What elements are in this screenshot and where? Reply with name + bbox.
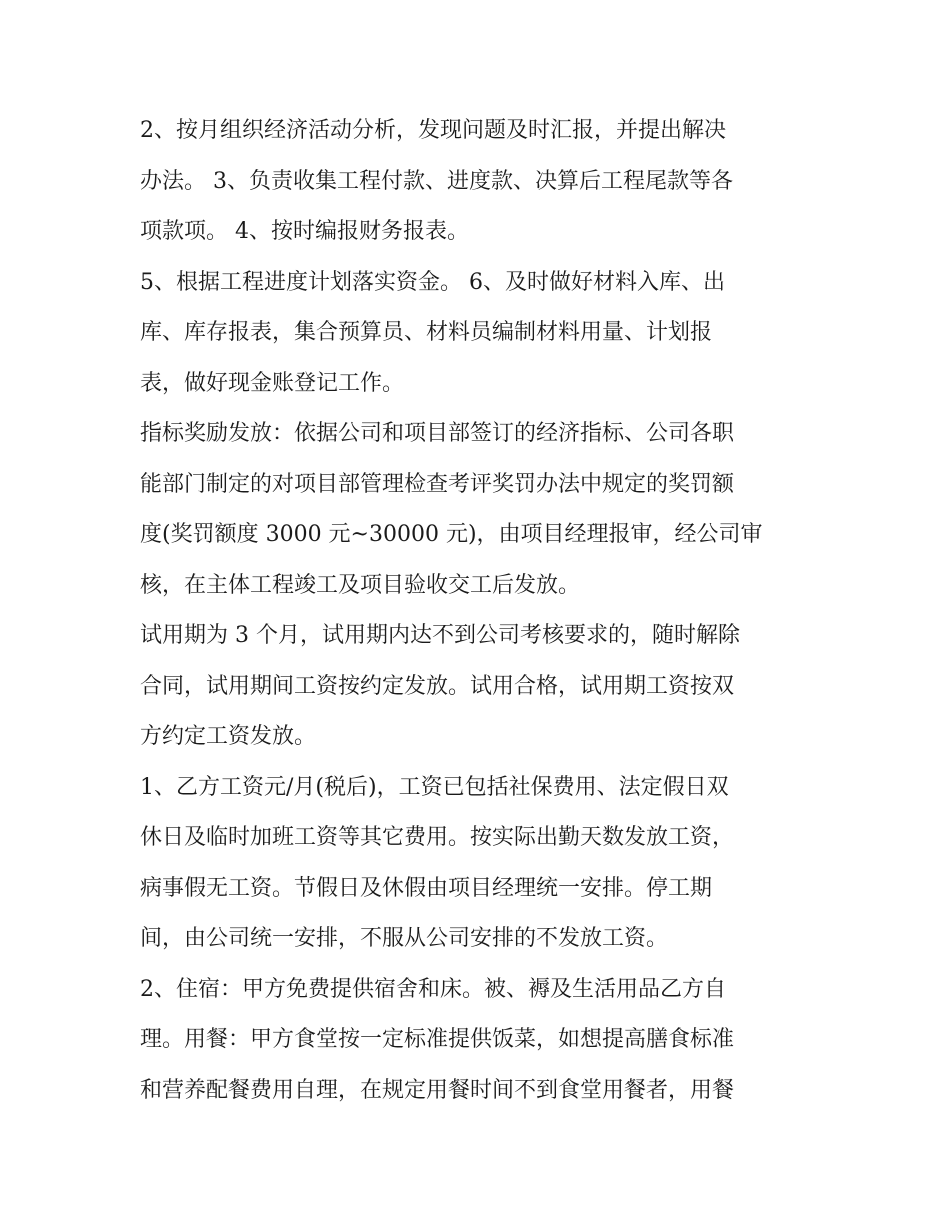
paragraph-finance-duties-2: 5、根据工程进度计划落实资金。 6、及时做好材料入库、出 库、库存报表，集合预算员、材料员编制材料用量、计划报 表，做好现金账登记工作。: [140, 269, 725, 396]
paragraph-accommodation: 2、住宿：甲方免费提供宿舍和床。被、褥及生活用品乙方自 理。用餐：甲方食堂按一定标准提供饭菜，如想提高膳食标准 和营养配餐费用自理，在规定用餐时间不到食堂用餐者，用餐: [140, 976, 735, 1103]
paragraph-finance-duties-1: 2、按月组织经济活动分析，发现问题及时汇报，并提出解决 办法。 3、负责收集工程付款、进度款、决算后工程尾款等各 项款项。 4、按时编报财务报表。: [140, 118, 733, 244]
document-body: [140, 106, 820, 1116]
paragraph-bonus-payment: 指标奖励发放：依据公司和项目部签订的经济指标、公司各职 能部门制定的对项目部管理检查考评奖罚办法中规定的奖罚额 度(奖罚额度 3000 元~30000 元)，由项目经理报审，经公司审 核，在主体工程竣工及项目验收交工后发放。: [140, 421, 763, 598]
paragraph-salary: 1、乙方工资元/月(税后)，工资已包括社保费用、法定假日双 休日及临时加班工资等其它费用。按实际出勤天数发放工资， 病事假无工资。节假日及休假由项目经理统一安排。停工期 间，由公司统一安排，不服从公司安排的不发放工资。: [140, 774, 735, 951]
paragraph-probation: 试用期为 3 个月，试用期内达不到公司考核要求的，随时解除 合同，试用期间工资按约定发放。试用合格，试用期工资按双 方约定工资发放。: [140, 623, 740, 749]
